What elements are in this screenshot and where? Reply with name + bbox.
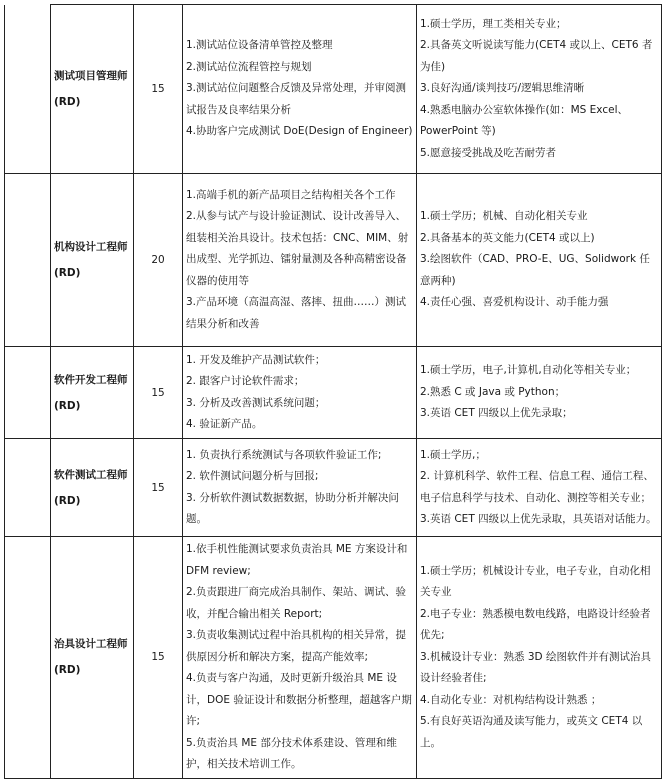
- requirement-item: 1.硕士学历；机械、自动化相关专业: [420, 210, 588, 223]
- requirement-item: 2.具备基本的英文能力(CET4 或以上): [420, 231, 595, 244]
- job-table-body: [5, 5, 662, 779]
- duty-item: 2.测试站位流程管控与规划: [186, 60, 312, 73]
- leading-cell: [5, 439, 51, 537]
- requirement-item: 1.硕士学历，理工类相关专业；: [420, 17, 567, 30]
- headcount: 15: [134, 5, 183, 174]
- duty-item: 1.高端手机的新产品项目之结构相关各个工作: [186, 188, 396, 201]
- requirement-item: 5.有良好英语沟通及读写能力，或英文 CET4 以上。: [420, 715, 643, 749]
- job-dept: (RD): [54, 96, 81, 108]
- job-title-cell: [51, 439, 134, 537]
- job-row: [5, 5, 662, 174]
- duty-item: 2.从参与试产与设计验证测试、设计改善导入、组装相关治具设计。技术包括：CNC、MIM、射出成型、光学抓边、镭射量测及各种高精密设备仪器的使用等: [186, 210, 409, 287]
- job-row: [5, 537, 662, 779]
- requirement-item: 5.愿意接受挑战及吃苦耐劳者: [420, 146, 557, 159]
- requirement-item: 3.英语 CET 四级以上优先录取，具英语对话能力。: [420, 513, 657, 525]
- duty-item: 3.测试站位问题整合反馈及异常处理，并审阅测试报告及良率结果分析: [186, 82, 407, 116]
- job-dept: (RD): [54, 664, 81, 677]
- requirement-item: 3.绘图软件（CAD、PRO-E、UG、Solidwork 任意两种): [420, 253, 650, 287]
- headcount: 15: [134, 439, 183, 537]
- requirement-item: 1.硕士学历；机械设计专业，电子专业，自动化相关专业: [420, 564, 651, 598]
- duties-cell: [183, 174, 417, 347]
- requirement-item: 1.硕士学历，电子,计算机,自动化等相关专业；: [420, 364, 637, 377]
- requirements-cell: [417, 347, 662, 439]
- duty-item: 4.协助客户完成测试 DoE(Design of Engineer): [186, 125, 413, 138]
- duties-cell: [183, 439, 417, 537]
- requirements-cell: [417, 5, 662, 174]
- requirement-item: 4.自动化专业：对机构结构设计熟悉 ；: [420, 693, 602, 706]
- requirement-item: 3.机械设计专业：熟悉 3D 绘图软件并有测试治具设计经验者佳;: [420, 650, 651, 684]
- duties-cell: [183, 5, 417, 174]
- requirement-item: 4.责任心强、喜爱机构设计、动手能力强: [420, 296, 609, 309]
- duty-item: 5.负责治具 ME 部分技术体系建设、管理和维护，相关技术培训工作。: [186, 736, 397, 770]
- duty-item: 1.依手机性能测试要求负责治具 ME 方案设计和 DFM review;: [186, 543, 408, 577]
- headcount: 20: [134, 174, 183, 347]
- job-title: 治具设计工程师: [54, 638, 128, 651]
- duty-item: 2. 软件测试问题分析与回报;: [186, 470, 319, 482]
- job-dept: (RD): [54, 494, 81, 507]
- duties-cell: [183, 537, 417, 779]
- job-row: [5, 347, 662, 439]
- headcount: 15: [134, 537, 183, 779]
- job-title-cell: [51, 5, 134, 174]
- requirement-item: 2.电子专业：熟悉模电数电线路，电路设计经验者优先;: [420, 607, 651, 641]
- leading-cell: [5, 174, 51, 347]
- leading-cell: [5, 347, 51, 439]
- duty-item: 3.产品环境（高温高湿、落摔、扭曲……）测试结果分析和改善: [186, 296, 407, 330]
- duties-cell: [183, 347, 417, 439]
- job-dept: (RD): [54, 267, 81, 279]
- requirements-cell: [417, 439, 662, 537]
- duty-item: 4. 验证新产品。: [186, 418, 263, 430]
- requirement-item: 2. 计算机科学、软件工程、信息工程、通信工程、电子信息科学与技术、自动化、测控等相关专业；: [420, 470, 654, 504]
- job-table: [4, 4, 662, 779]
- job-row: [5, 439, 662, 537]
- leading-cell: [5, 5, 51, 174]
- job-title: 测试项目管理师: [54, 70, 128, 82]
- job-title: 软件开发工程师: [54, 373, 128, 386]
- duty-item: 3. 分析软件测试数据数据，协助分析并解决问题。: [186, 491, 399, 525]
- job-dept: (RD): [54, 399, 81, 412]
- duty-item: 2. 跟客户讨论软件需求；: [186, 375, 305, 387]
- requirement-item: 2.具备英文听说读写能力(CET4 或以上、CET6 者为佳): [420, 39, 653, 73]
- duty-item: 3.负责收集测试过程中治具机构的相关异常，提供原因分析和解决方案，提高产能效率;: [186, 629, 407, 663]
- duty-item: 1. 开发及维护产品测试软件；: [186, 353, 326, 366]
- job-title: 软件测试工程师: [54, 468, 128, 481]
- duty-item: 3. 分析及改善测试系统问题；: [186, 396, 326, 409]
- duty-item: 1.测试站位设备清单管控及整理: [186, 39, 333, 52]
- duty-item: 1. 负责执行系统测试与各项软件验证工作;: [186, 448, 382, 461]
- job-title-cell: [51, 174, 134, 347]
- headcount: 15: [134, 347, 183, 439]
- requirement-item: 1.硕士学历,；: [420, 448, 486, 461]
- leading-cell: [5, 537, 51, 779]
- requirements-cell: [417, 174, 662, 347]
- requirements-cell: [417, 537, 662, 779]
- job-title-cell: [51, 537, 134, 779]
- requirement-item: 4.熟悉电脑办公室软体操作(如：MS Excel、PowerPoint 等): [420, 103, 628, 138]
- requirement-item: 2.熟悉 C 或 Java 或 Python；: [420, 385, 566, 398]
- job-row: [5, 174, 662, 347]
- job-title-cell: [51, 347, 134, 439]
- requirement-item: 3.良好沟通/谈判技巧/逻辑思维清晰: [420, 82, 585, 95]
- duty-item: 4.负责与客户沟通，及时更新升级治具 ME 设计，DOE 验证设计和数据分析整理，超越客户期许;: [186, 672, 412, 727]
- job-title: 机构设计工程师: [54, 241, 128, 253]
- requirement-item: 3.英语 CET 四级以上优先录取；: [420, 407, 573, 420]
- duty-item: 2.负责跟进厂商完成治具制作、架站、调试、验收，并配合输出相关 Report;: [186, 586, 407, 620]
